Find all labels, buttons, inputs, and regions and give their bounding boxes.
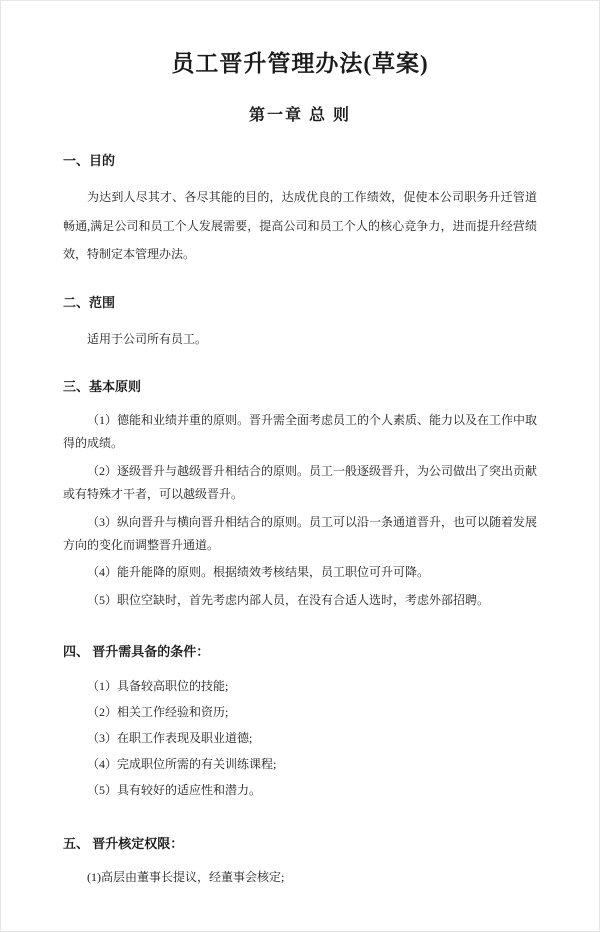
section-conditions xyxy=(63,642,537,803)
paragraph-purpose: 为达到人尽其才、各尽其能的目的，达成优良的工作绩效，促使本公司职务升迁管道畅通,满足公司和员工个人发展需要，提高公司和员工个人的核心竞争力，进而提升经营绩效，特制定本管理办法。 xyxy=(63,189,537,262)
chapter-heading: 第一章 总 则 xyxy=(248,106,351,124)
section-scope xyxy=(63,293,537,353)
principle-item-5: （5）职位空缺时，首先考虑内部人员，在没有合适人选时，考虑外部招聘。 xyxy=(87,592,490,607)
paragraph-scope: 适用于公司所有员工。 xyxy=(87,331,208,346)
section-heading-scope: 二、范围 xyxy=(63,295,116,311)
section-heading-principles: 三、基本原则 xyxy=(63,379,142,395)
condition-item-2: （2）相关工作经验和资历; xyxy=(87,704,229,719)
condition-item-3: （3）在职工作表现及职业道德; xyxy=(87,730,253,745)
document-title: 员工晋升管理办法(草案) xyxy=(171,51,429,76)
principle-item-4: （4）能升能降的原则。根据绩效考核结果，员工职位可升可降。 xyxy=(87,565,430,580)
authority-item-1: (1)高层由董事长提议，经董事会核定; xyxy=(87,870,285,885)
section-authority xyxy=(63,834,537,891)
condition-item-4: （4）完成职位所需的有关训练课程; xyxy=(87,757,277,772)
condition-item-1: （1）具备较高职位的技能; xyxy=(87,678,229,693)
principle-item-2: （2）逐级晋升与越级晋升相结合的原则。员工一般逐级晋升，为公司做出了突出贡献或有特殊才干者，可以越级晋升。 xyxy=(63,463,538,502)
section-heading-authority: 五、 晋升核定权限： xyxy=(63,835,184,851)
principle-item-1: （1）德能和业绩并重的原则。晋升需全面考虑员工的个人素质、能力以及在工作中取得的成绩。 xyxy=(63,412,538,451)
principle-item-3: （3）纵向晋升与横向晋升相结合的原则。员工可以沿一条通道晋升，也可以随着发展方向的变化而调整晋升通道。 xyxy=(63,514,538,552)
section-heading-conditions: 四、 晋升需具备的条件： xyxy=(63,644,210,660)
condition-item-5: （5）具有较好的适应性和潜力。 xyxy=(87,783,262,798)
section-principles xyxy=(63,377,537,612)
section-heading-purpose: 一、目的 xyxy=(63,153,116,169)
section-purpose xyxy=(63,151,537,269)
